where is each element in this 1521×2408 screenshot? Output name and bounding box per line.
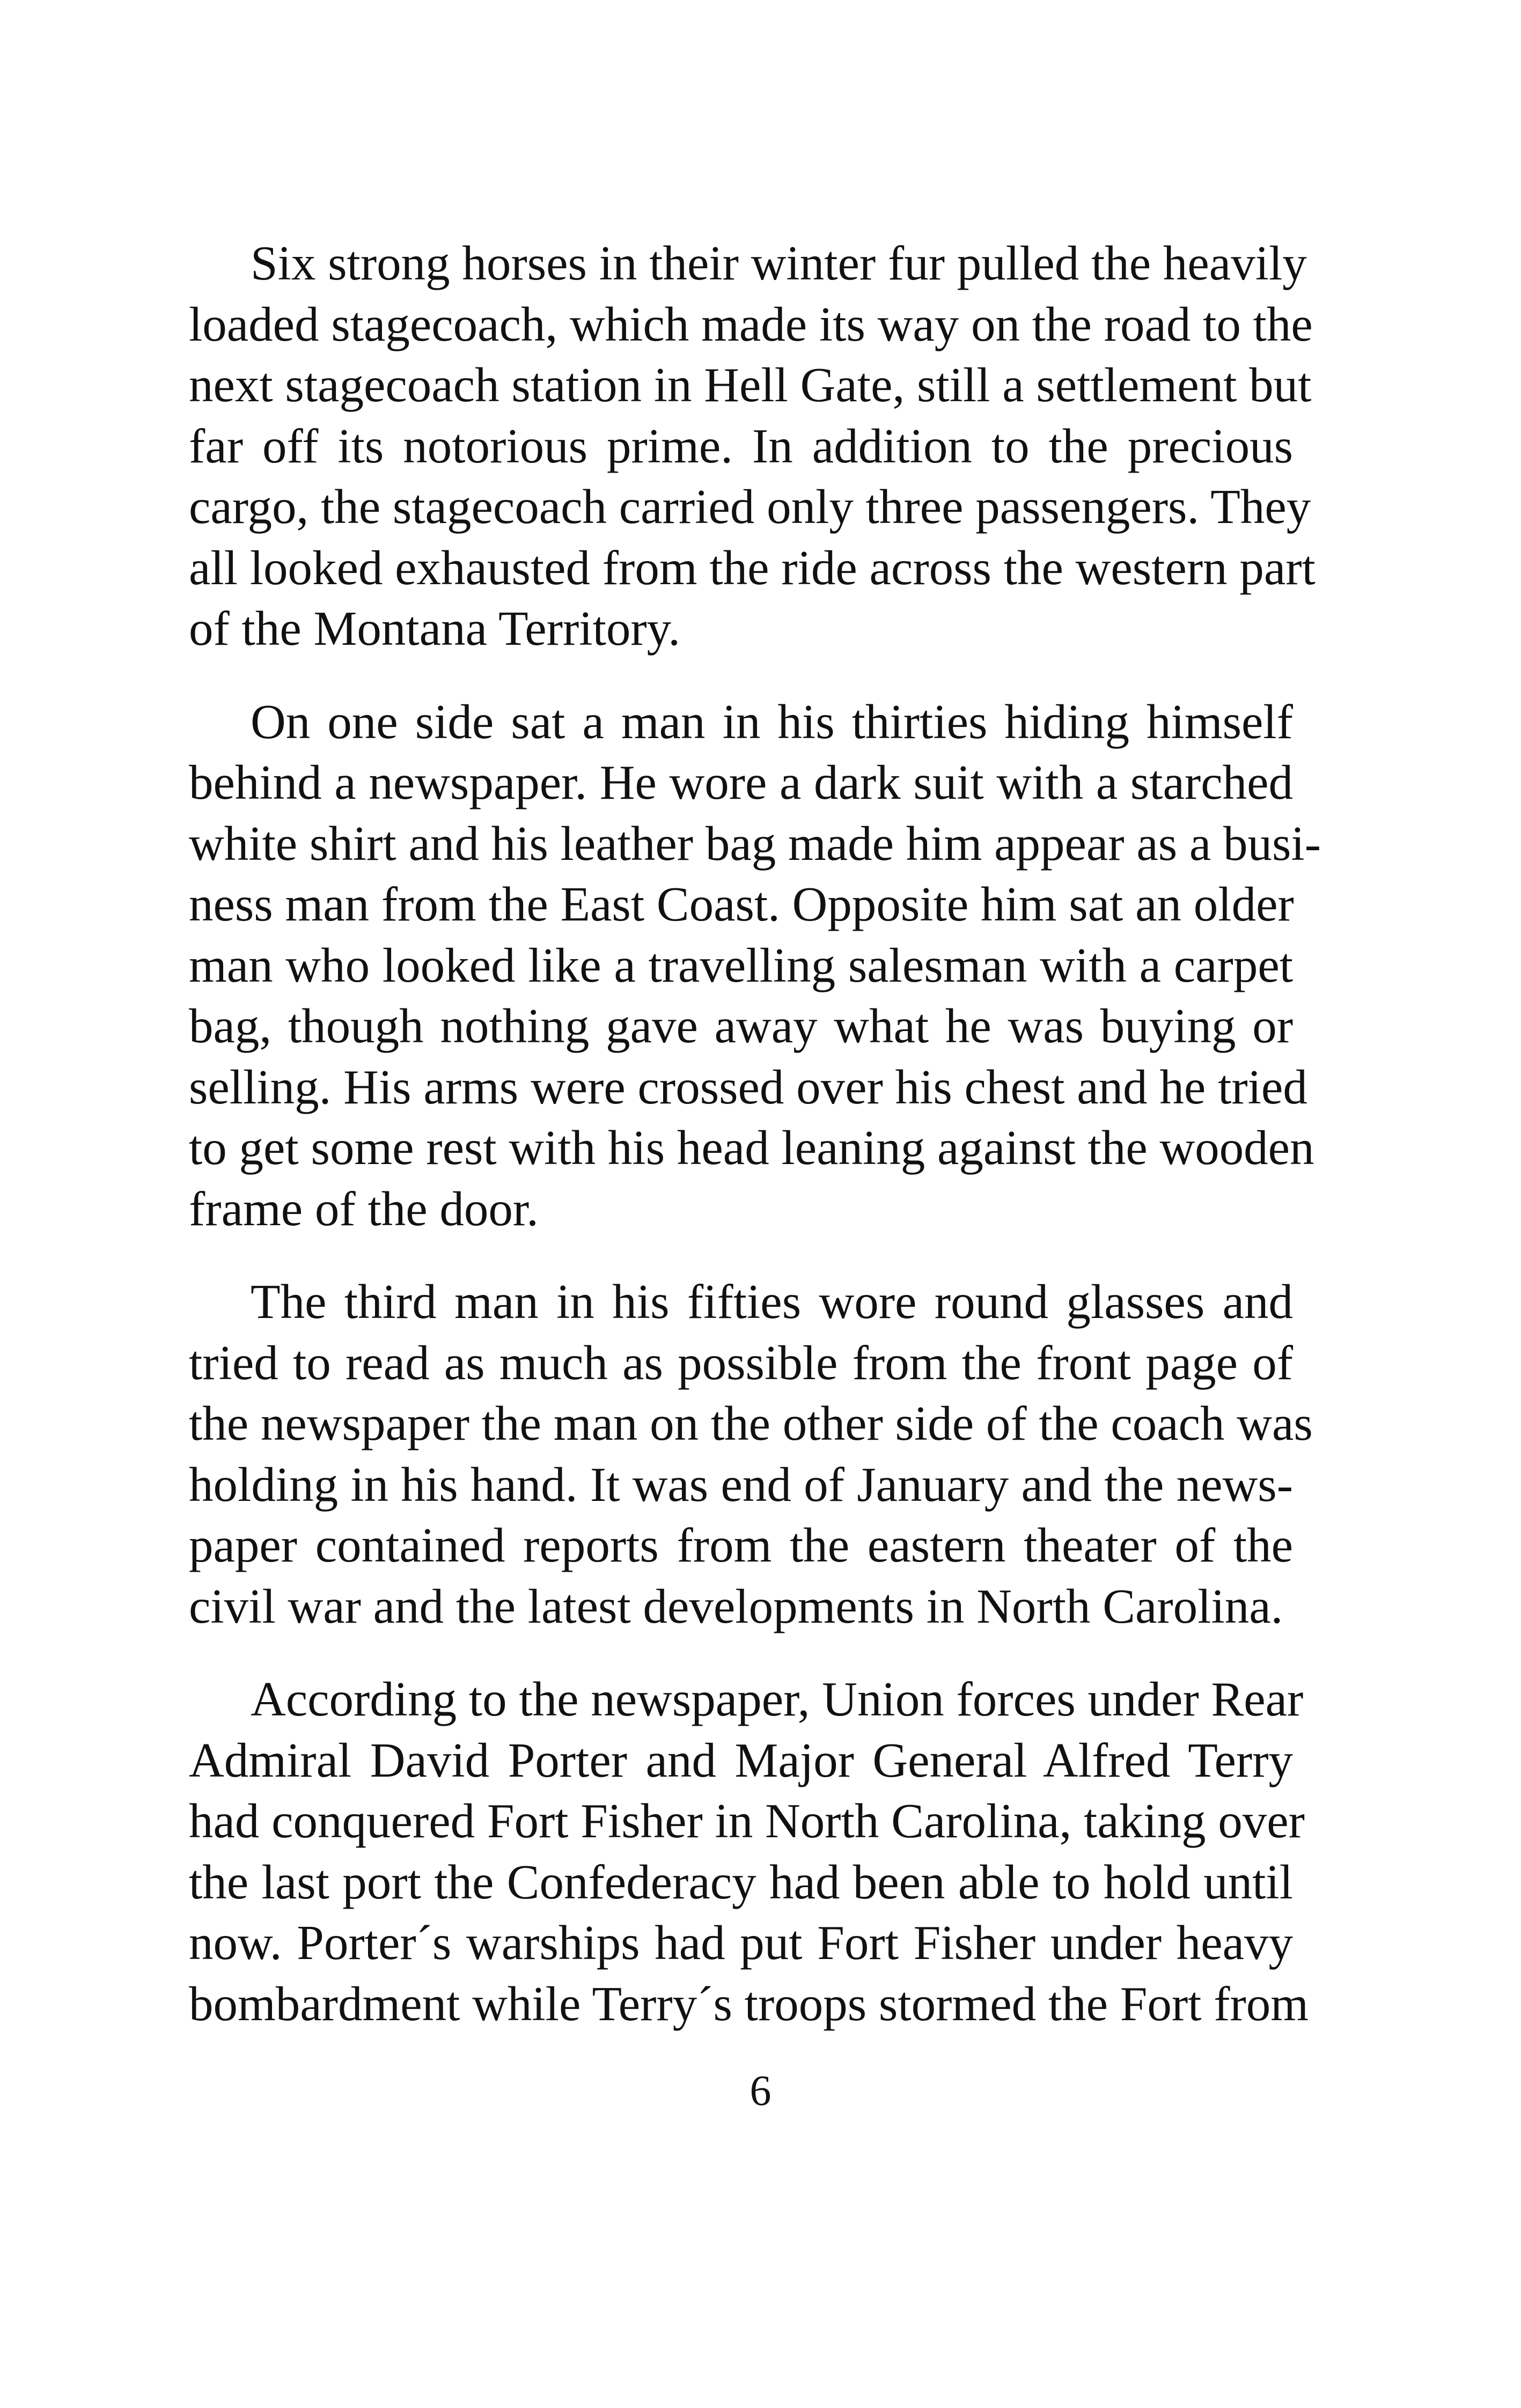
text-line: bag, though nothing gave away what he was buying or [189,999,1293,1053]
text-line: Admiral David Porter and Major General Alfred Terry [189,1733,1293,1787]
text-line: According to the newspaper, Union forces under Rear [251,1672,1304,1726]
text-line: of the Montana Territory. [189,601,680,656]
text-line: cargo, the stagecoach carried only three passengers. They [189,480,1311,534]
text-line: the last port the Confederacy had been able to hold until [189,1854,1293,1909]
text-line: now. Porter´s warships had put Fort Fisher under heavy [189,1916,1293,1970]
text-line: ness man from the East Coast. Opposite him sat an older [189,877,1294,931]
text-line: bombardment while Terry´s troops stormed the Fort from [189,1976,1309,2031]
text-line: The third man in his fifties wore round glasses and [251,1275,1293,1329]
text-line: holding in his hand. It was end of January and the news- [189,1457,1293,1512]
text-line: next stagecoach station in Hell Gate, still a settlement but [189,358,1312,412]
text-line: all looked exhausted from the ride across the western part [189,540,1316,595]
text-line: man who looked like a travelling salesman with a carpet [189,938,1293,992]
text-line: the newspaper the man on the other side of the coach was [189,1396,1313,1450]
body-text [189,233,1321,2066]
text-line: tried to read as much as possible from the front page of [189,1335,1293,1390]
text-line: had conquered Fort Fisher in North Carolina, taking over [189,1794,1305,1848]
text-line: far off its notorious prime. In addition to the precious [189,418,1293,473]
text-line: Six strong horses in their winter fur pulled the heavily [251,236,1307,290]
text-line: On one side sat a man in his thirties hiding himself [251,694,1293,749]
text-line: frame of the door. [189,1181,539,1236]
text-line: paper contained reports from the eastern theater of the [189,1518,1293,1572]
paragraph [189,1669,1309,2034]
text-line: civil war and the latest developments in North Carolina. [189,1579,1283,1633]
paragraph [189,233,1316,659]
text-line: to get some rest with his head leaning against the wooden [189,1121,1314,1175]
text-line: behind a newspaper. He wore a dark suit with a starched [189,755,1293,809]
text-line: white shirt and his leather bag made him appear as a busi- [189,816,1321,871]
paragraph [189,691,1321,1240]
text-line: selling. His arms were crossed over his chest and he tried [189,1059,1307,1114]
paragraph [189,1271,1313,1637]
text-line: loaded stagecoach, which made its way on the road to the [189,297,1313,351]
page-number: 6 [750,2067,771,2115]
